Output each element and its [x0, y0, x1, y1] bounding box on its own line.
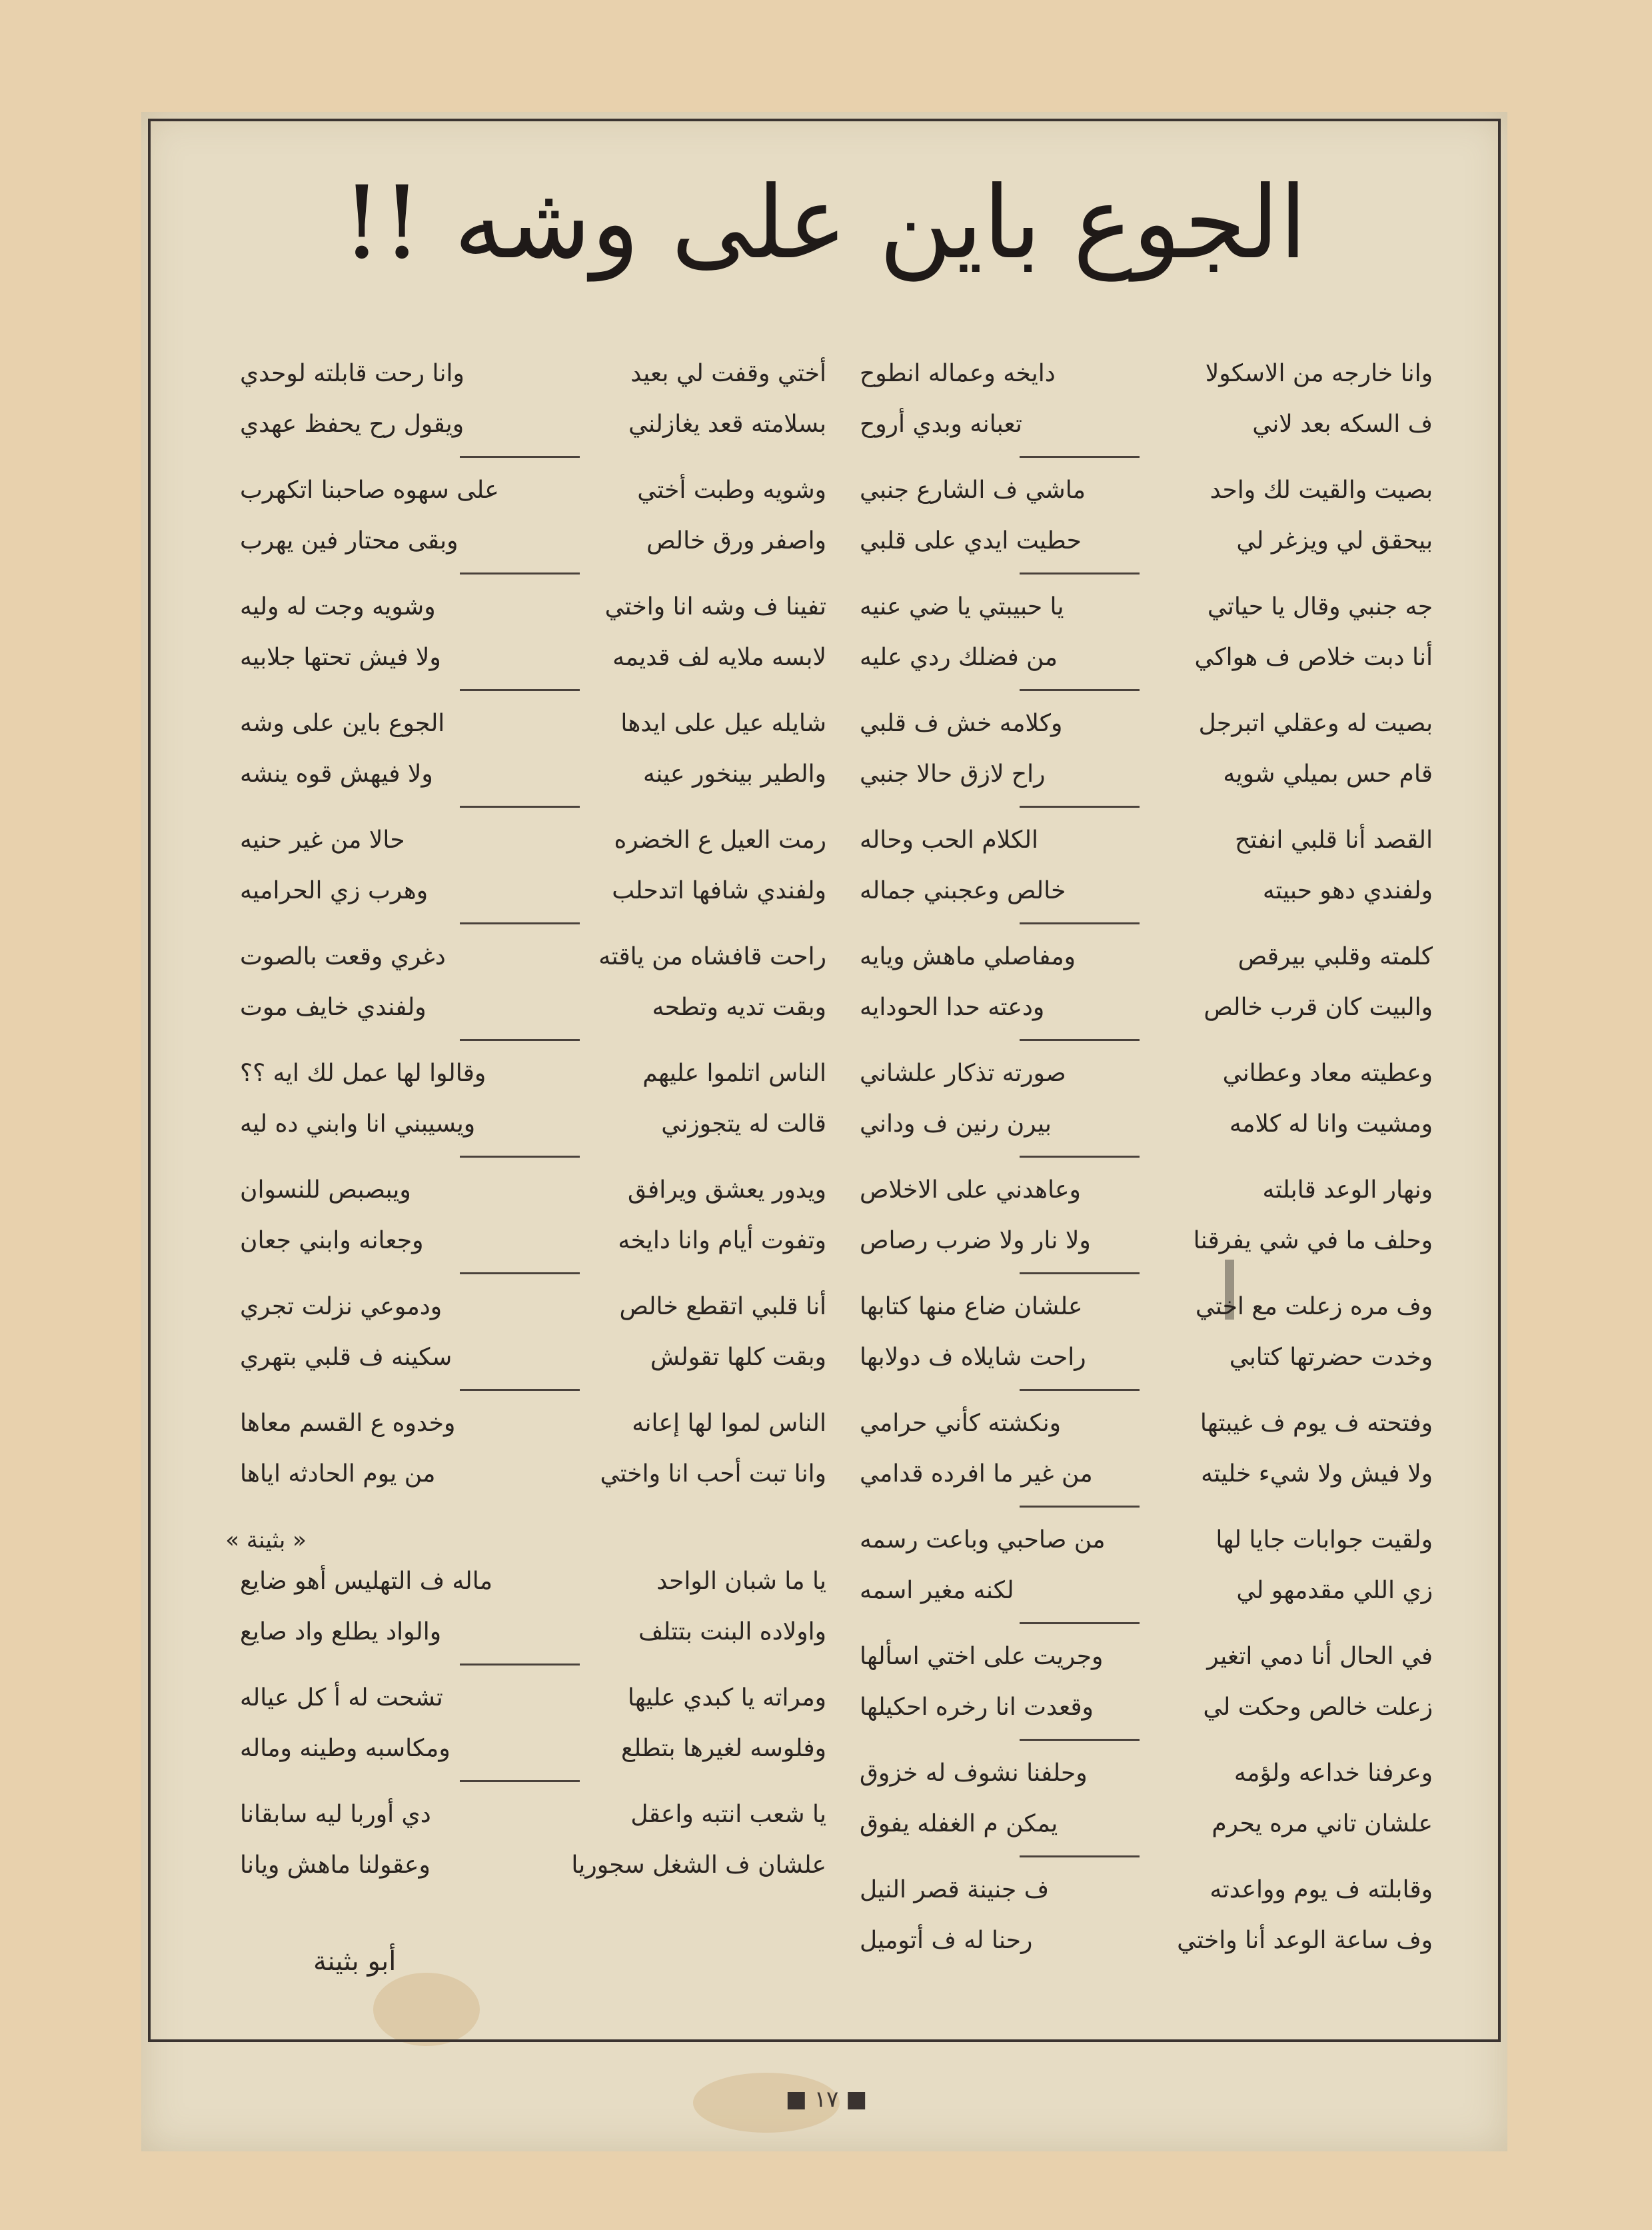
first-hemistich: يا شعب انتبه واعقل	[630, 1801, 826, 1828]
stanza	[240, 353, 826, 470]
stanza	[240, 1286, 826, 1403]
verse-line	[860, 1920, 1433, 1961]
stanza	[860, 1053, 1433, 1170]
verse-line	[860, 586, 1433, 628]
verse-line	[860, 1570, 1433, 1612]
second-hemistich: من غير ما افرده قدامي	[860, 1460, 1093, 1488]
verse-line	[860, 1869, 1433, 1911]
verse-line	[240, 1845, 826, 1886]
first-hemistich: ومشيت وانا له كلامه	[1229, 1110, 1433, 1138]
second-hemistich: يمكن م الغفله يفوق	[860, 1810, 1058, 1837]
verse-line	[240, 637, 826, 678]
second-hemistich: وكلامه خش ف قلبي	[860, 710, 1063, 737]
first-hemistich: ف السكه بعد لاني	[1252, 411, 1433, 438]
stanza	[240, 1170, 826, 1286]
verse-line	[240, 1403, 826, 1444]
second-hemistich: وهرب زي الحراميه	[240, 877, 428, 904]
first-hemistich: بسلامته قعد يغازلني	[628, 411, 826, 438]
first-hemistich: الناس اتلموا عليهم	[642, 1060, 826, 1087]
poem-title: الجوع باين على وشه !!	[341, 165, 1307, 281]
stanza	[240, 586, 826, 703]
second-hemistich: دغري وقعت بالصوت	[240, 943, 446, 970]
stanza-divider	[460, 572, 580, 574]
stanza	[240, 936, 826, 1053]
first-hemistich: ولا فيش ولا شيء خليته	[1201, 1460, 1433, 1488]
first-hemistich: أنا دبت خلاص ف هواكي	[1194, 644, 1433, 671]
verse-line	[240, 521, 826, 562]
verse-line	[860, 1170, 1433, 1211]
first-hemistich: أختي وقفت لي بعيد	[630, 360, 826, 387]
verse-line	[240, 936, 826, 978]
second-hemistich: ف جنينة قصر النيل	[860, 1876, 1050, 1903]
first-hemistich: لابسه ملايه لف قديمه	[612, 644, 826, 671]
verse-line	[240, 1612, 826, 1653]
stanza	[860, 936, 1433, 1053]
first-hemistich: وفتحته ف يوم ف غيبتها	[1200, 1410, 1433, 1437]
second-hemistich: صورته تذكار علشاني	[860, 1060, 1066, 1087]
stanza-divider	[1020, 456, 1140, 458]
verse-line	[860, 754, 1433, 795]
second-hemistich: ماشي ف الشارع جنبي	[860, 477, 1086, 504]
verse-line	[860, 521, 1433, 562]
second-hemistich: راح لازق حالا جنبي	[860, 760, 1046, 788]
second-hemistich: ولا نار ولا ضرب رصاص	[860, 1227, 1091, 1254]
second-hemistich: حطيت ايدي على قلبي	[860, 527, 1082, 555]
verse-line	[240, 1286, 826, 1328]
second-hemistich: وخدوه ع القسم معاها	[240, 1410, 456, 1437]
first-hemistich: علشان تاني مره يحرم	[1212, 1810, 1433, 1837]
second-hemistich: ومفاصلي ماهش ويايه	[860, 943, 1076, 970]
verse-line	[240, 1728, 826, 1769]
second-hemistich: ودعته حدا الحودايه	[860, 994, 1045, 1021]
verse-line	[240, 1337, 826, 1378]
verse-line	[860, 987, 1433, 1028]
second-hemistich: راحت شايلاه ف دولابها	[860, 1344, 1086, 1371]
verse-line	[860, 404, 1433, 445]
verse-line	[860, 870, 1433, 912]
second-hemistich: من فضلك ردي عليه	[860, 644, 1058, 671]
stanza-divider	[1020, 1389, 1140, 1391]
stanza-divider	[460, 1039, 580, 1041]
first-hemistich: وشويه وطبت أختي	[637, 477, 826, 504]
stanza-divider	[1020, 1506, 1140, 1508]
first-hemistich: وعطيته معاد وعطاني	[1222, 1060, 1433, 1087]
verse-line	[240, 1454, 826, 1495]
stanza	[860, 353, 1433, 470]
second-hemistich: وشويه وجت له وليه	[240, 593, 436, 620]
first-hemistich: والبيت كان قرب خالص	[1204, 994, 1433, 1021]
stanza-divider	[1020, 1272, 1140, 1274]
second-hemistich: يا حبيبتي يا ضي عنيه	[860, 593, 1064, 620]
verse-line	[860, 1520, 1433, 1561]
first-hemistich: راحت قافشاه من ياقته	[598, 943, 826, 970]
second-hemistich: سكينه ف قلبي بتهري	[240, 1344, 452, 1371]
verse-line	[860, 1337, 1433, 1378]
second-hemistich: ولا فيهش قوه ينشه	[240, 760, 433, 788]
second-hemistich: من يوم الحادثه اياها	[240, 1460, 436, 1488]
first-hemistich: وفلوسه لغيرها بتطلع	[621, 1735, 826, 1762]
stanza-divider	[1020, 1156, 1140, 1158]
second-hemistich: وانا رحت قابلته لوحدي	[240, 360, 464, 387]
first-hemistich: أنا قلبي اتقطع خالص	[619, 1293, 826, 1320]
stanza-divider	[1020, 1039, 1140, 1041]
verse-line	[240, 754, 826, 795]
second-hemistich: ولا فيش تحتها جلابيه	[240, 644, 441, 671]
verse-line	[240, 353, 826, 395]
second-hemistich: رحنا له ف أتوميل	[860, 1927, 1033, 1954]
verse-line	[860, 637, 1433, 678]
second-hemistich: الكلام الحب وحاله	[860, 826, 1038, 854]
verse-line	[240, 820, 826, 861]
stanza-divider	[1020, 1622, 1140, 1624]
first-hemistich: شايله عيل على ايدها	[620, 710, 826, 737]
author-signature: أبو بثينة	[313, 1946, 397, 1977]
stanza-divider	[460, 922, 580, 924]
stanza	[860, 1403, 1433, 1520]
first-hemistich: وبقت تديه وتطحه	[652, 994, 826, 1021]
second-hemistich: ويسيبني انا وابني ده ليه	[240, 1110, 476, 1138]
stanza	[240, 1403, 826, 1520]
stanza	[860, 703, 1433, 820]
first-hemistich: ولفندي شافها اتدحلب	[612, 877, 826, 904]
second-hemistich: ونكشته كأني حرامي	[860, 1410, 1061, 1437]
first-hemistich: زي اللي مقدمهو لي	[1236, 1577, 1433, 1604]
first-hemistich: وقابلته ف يوم وواعدته	[1210, 1876, 1433, 1903]
verse-line	[240, 586, 826, 628]
stanza	[240, 1677, 826, 1794]
first-hemistich: زعلت خالص وحكت لي	[1203, 1693, 1433, 1721]
verse-line	[860, 1220, 1433, 1262]
verse-line	[240, 870, 826, 912]
first-hemistich: واصفر ورق خالص	[646, 527, 826, 555]
left-column	[225, 353, 826, 1911]
second-hemistich: وحلفنا نشوف له خزوق	[860, 1759, 1088, 1787]
first-hemistich: علشان ف الشغل سجوريا	[571, 1851, 826, 1879]
second-hemistich: وعقولنا ماهش ويانا	[240, 1851, 430, 1879]
stanza-divider	[1020, 1739, 1140, 1741]
first-hemistich: واولاده البنت بتتلف	[638, 1618, 826, 1646]
stanza	[860, 1869, 1433, 1986]
verse-line	[240, 1220, 826, 1262]
second-hemistich: خالص وعجبني جماله	[860, 877, 1066, 904]
second-hemistich: من صاحبي وباعت رسمه	[860, 1526, 1106, 1554]
first-hemistich: ونهار الوعد قابلته	[1262, 1176, 1433, 1204]
first-hemistich: ولقيت جوابات جايا لها	[1216, 1526, 1433, 1554]
stanza-divider	[460, 1156, 580, 1158]
first-hemistich: تفينا ف وشه انا واختي	[604, 593, 826, 620]
stanza	[240, 1561, 826, 1677]
verse-line	[240, 703, 826, 744]
stanza	[860, 820, 1433, 936]
first-hemistich: وف مره زعلت مع اختي	[1195, 1293, 1433, 1320]
stanza	[240, 1053, 826, 1170]
second-hemistich: ويبصبص للنسوان	[240, 1176, 411, 1204]
stanza	[860, 1753, 1433, 1869]
second-hemistich: ولفندي خايف موت	[240, 994, 426, 1021]
second-hemistich: وقعدت انا رخره احكيلها	[860, 1693, 1094, 1721]
verse-line	[240, 470, 826, 511]
stanza-divider	[1020, 806, 1140, 808]
second-hemistich: على سهوه صاحبنا اتكهرب	[240, 477, 499, 504]
first-hemistich: وانا تبت أحب انا واختي	[600, 1460, 826, 1488]
first-hemistich: وعرفنا خداعه ولؤمه	[1234, 1759, 1433, 1787]
first-hemistich: جه جنبي وقال يا حياتي	[1207, 593, 1433, 620]
second-hemistich: حالا من غير حنيه	[240, 826, 405, 854]
verse-line	[860, 936, 1433, 978]
stanza	[240, 470, 826, 586]
second-hemistich: دي أوربا ليه سابقانا	[240, 1801, 431, 1828]
stanza	[860, 586, 1433, 703]
verse-line	[240, 1170, 826, 1211]
first-hemistich: في الحال أنا دمي اتغير	[1207, 1643, 1433, 1670]
stanza-divider	[1020, 1855, 1140, 1857]
second-hemistich: الجوع باين على وشه	[240, 710, 445, 737]
stanza	[860, 1636, 1433, 1753]
verse-line	[860, 1104, 1433, 1145]
stanza-divider	[460, 806, 580, 808]
stanza	[860, 1520, 1433, 1636]
verse-line	[860, 1636, 1433, 1677]
second-hemistich: علشان ضاع منها كتابها	[860, 1293, 1083, 1320]
second-hemistich: لكنه مغير اسمه	[860, 1577, 1014, 1604]
second-hemistich: ماله ف التهليس أهو ضايع	[240, 1568, 493, 1595]
second-hemistich: تشحت له أ كل عياله	[240, 1684, 443, 1711]
second-hemistich: وبقى محتار فين يهرب	[240, 527, 458, 555]
first-hemistich: وف ساعة الوعد أنا واختي	[1177, 1927, 1433, 1954]
second-hemistich: ومكاسبه وطينه وماله	[240, 1735, 450, 1762]
first-hemistich: قام حس بميلي شويه	[1223, 760, 1433, 788]
verse-line	[240, 1053, 826, 1094]
first-hemistich: وتفوت أيام وانا دايخه	[618, 1227, 826, 1254]
stanza-divider	[1020, 689, 1140, 691]
first-hemistich: رمت العيل ع الخضره	[614, 826, 826, 854]
stanza-divider	[460, 456, 580, 458]
stanza	[240, 703, 826, 820]
verse-line	[860, 703, 1433, 744]
verse-line	[860, 1803, 1433, 1845]
second-hemistich: دايخه وعماله انطوح	[860, 360, 1056, 387]
stanza-divider	[460, 1389, 580, 1391]
first-hemistich: بيحقق لي ويزغر لي	[1236, 527, 1433, 555]
second-hemistich: بيرن رنين ف وداني	[860, 1110, 1052, 1138]
stanza-divider	[460, 1272, 580, 1274]
verse-line	[240, 1794, 826, 1835]
first-hemistich: يا ما شبان الواحد	[656, 1568, 826, 1595]
first-hemistich: الناس لموا لها إعانه	[632, 1410, 826, 1437]
first-hemistich: وحلف ما في شي يفرقنا	[1193, 1227, 1433, 1254]
verse-line	[240, 1104, 826, 1145]
stanza	[860, 1170, 1433, 1286]
right-column	[860, 353, 1433, 1986]
first-hemistich: كلمته وقلبي بيرقص	[1238, 943, 1433, 970]
stanza-divider	[460, 1780, 580, 1782]
stanza	[240, 1794, 826, 1911]
first-hemistich: بصيت والقيت لك واحد	[1210, 477, 1433, 504]
stanza	[860, 470, 1433, 586]
verse-line	[860, 1454, 1433, 1495]
first-hemistich: ويدور يعشق ويرافق	[628, 1176, 826, 1204]
page-number: ■ ١٧ ■	[785, 2086, 868, 2113]
second-hemistich: وعاهدني على الاخلاص	[860, 1176, 1081, 1204]
verse-line	[860, 1286, 1433, 1328]
stanza	[240, 820, 826, 936]
second-hemistich: وجعانه وابني جعان	[240, 1227, 424, 1254]
stanza	[860, 1286, 1433, 1403]
verse-line	[860, 820, 1433, 861]
section-signature: « بثينة »	[225, 1527, 307, 1554]
first-hemistich: القصد أنا قلبي انفتح	[1235, 826, 1433, 854]
second-hemistich: تعبانه وبدي أروح	[860, 411, 1022, 438]
second-hemistich: وجريت على اختي اسألها	[860, 1643, 1104, 1670]
verse-line	[860, 353, 1433, 395]
first-hemistich: ومراته يا كبدي عليها	[627, 1684, 826, 1711]
verse-line	[240, 987, 826, 1028]
second-hemistich: ودموعي نزلت تجري	[240, 1293, 442, 1320]
first-hemistich: وبقت كلها تقولش	[650, 1344, 826, 1371]
first-hemistich: وخدت حضرتها كتابي	[1229, 1344, 1433, 1371]
stanza-divider	[460, 1664, 580, 1666]
second-hemistich: وقالوا لها عمل لك ايه ؟؟	[240, 1060, 486, 1087]
verse-line	[860, 1053, 1433, 1094]
stanza-divider	[1020, 922, 1140, 924]
verse-line	[860, 1753, 1433, 1794]
first-hemistich: بصيت له وعقلي اتبرجل	[1198, 710, 1433, 737]
first-hemistich: ولفندي دهو حبيته	[1262, 877, 1433, 904]
first-hemistich: وانا خارجه من الاسكولا	[1205, 360, 1433, 387]
first-hemistich: قالت له يتجوزني	[661, 1110, 826, 1138]
verse-line	[860, 470, 1433, 511]
second-hemistich: والواد يطلع واد صايع	[240, 1618, 442, 1646]
stanza-divider	[460, 689, 580, 691]
first-hemistich: والطير بينخور عينه	[643, 760, 826, 788]
verse-line	[240, 1677, 826, 1719]
stanza-divider	[1020, 572, 1140, 574]
verse-line	[240, 404, 826, 445]
verse-line	[860, 1687, 1433, 1728]
verse-line	[860, 1403, 1433, 1444]
second-hemistich: ويقول رح يحفظ عهدي	[240, 411, 464, 438]
verse-line	[240, 1561, 826, 1602]
